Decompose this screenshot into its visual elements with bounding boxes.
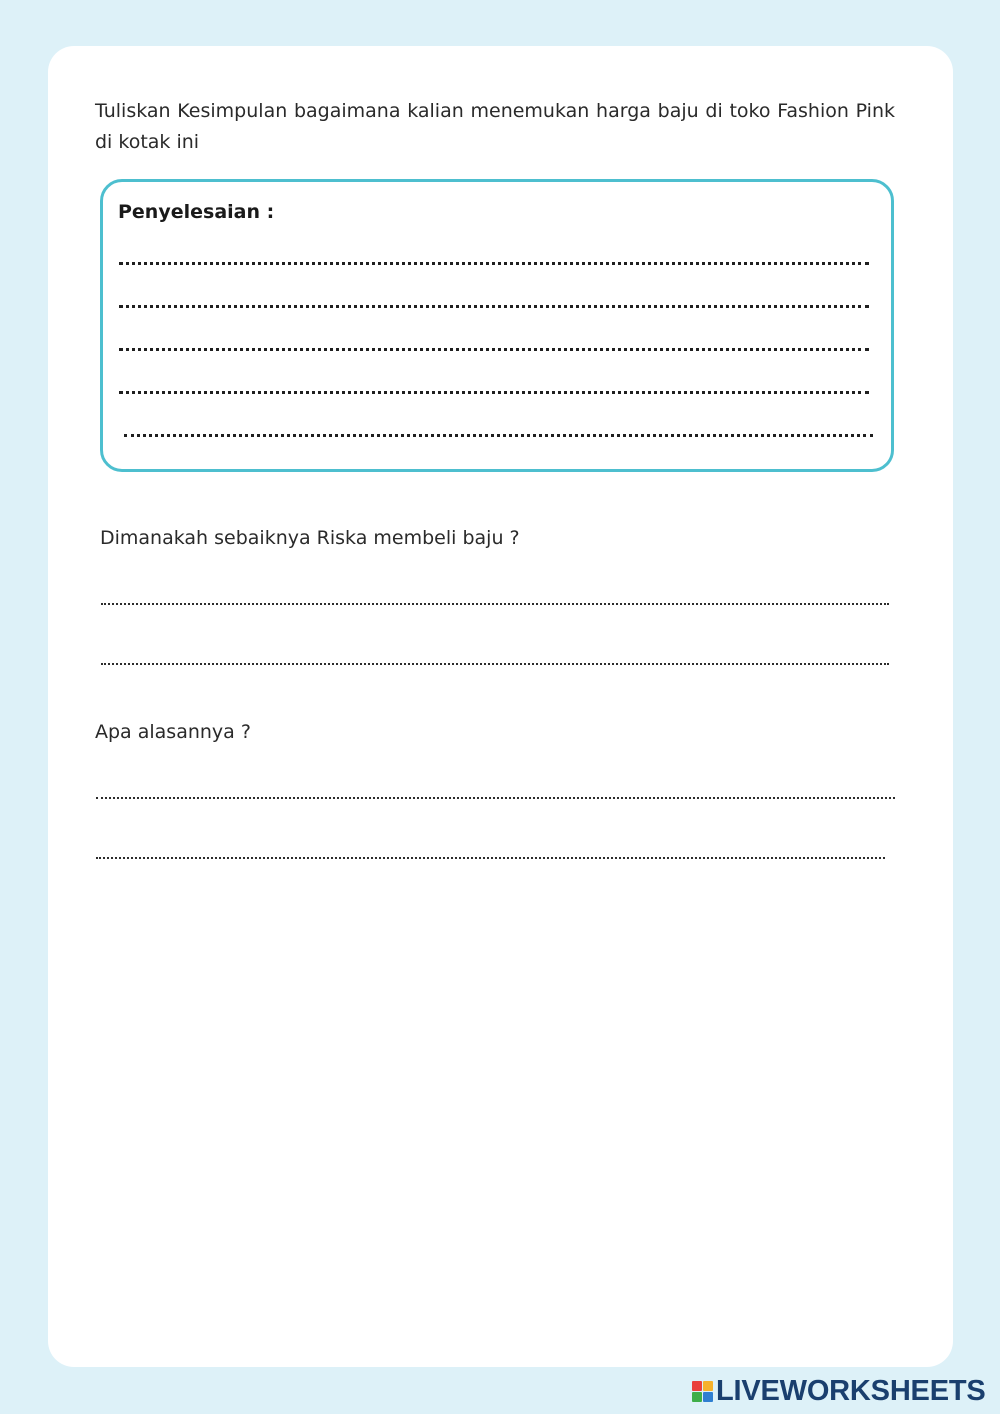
answer-line-3[interactable] bbox=[119, 348, 869, 351]
logo-square-l bbox=[692, 1381, 702, 1391]
liveworksheets-logo-text: LIVEWORKSHEETS bbox=[716, 1374, 986, 1407]
logo-square-v bbox=[692, 1392, 702, 1402]
instruction-text: Tuliskan Kesimpulan bagaimana kalian menemukan harga baju di toko Fashion Pink di kotak ini bbox=[95, 100, 895, 153]
answer-line-2[interactable] bbox=[119, 305, 869, 308]
logo-square-e bbox=[703, 1392, 713, 1402]
reason-answer-line-1[interactable] bbox=[96, 797, 895, 799]
liveworksheets-logo-icon bbox=[692, 1381, 713, 1402]
where-answer-line-1[interactable] bbox=[101, 603, 889, 605]
answer-line-4[interactable] bbox=[119, 391, 869, 394]
answer-line-1[interactable] bbox=[119, 262, 869, 265]
question-reason: Apa alasannya ? bbox=[95, 721, 251, 743]
liveworksheets-logo bbox=[692, 1376, 986, 1406]
reason-answer-line-2[interactable] bbox=[96, 857, 885, 859]
answer-line-5[interactable] bbox=[124, 434, 873, 437]
logo-square-i bbox=[703, 1381, 713, 1391]
question-where-to-buy: Dimanakah sebaiknya Riska membeli baju ? bbox=[100, 527, 520, 549]
answer-box-label: Penyelesaian : bbox=[118, 201, 275, 223]
where-answer-line-2[interactable] bbox=[101, 663, 889, 665]
